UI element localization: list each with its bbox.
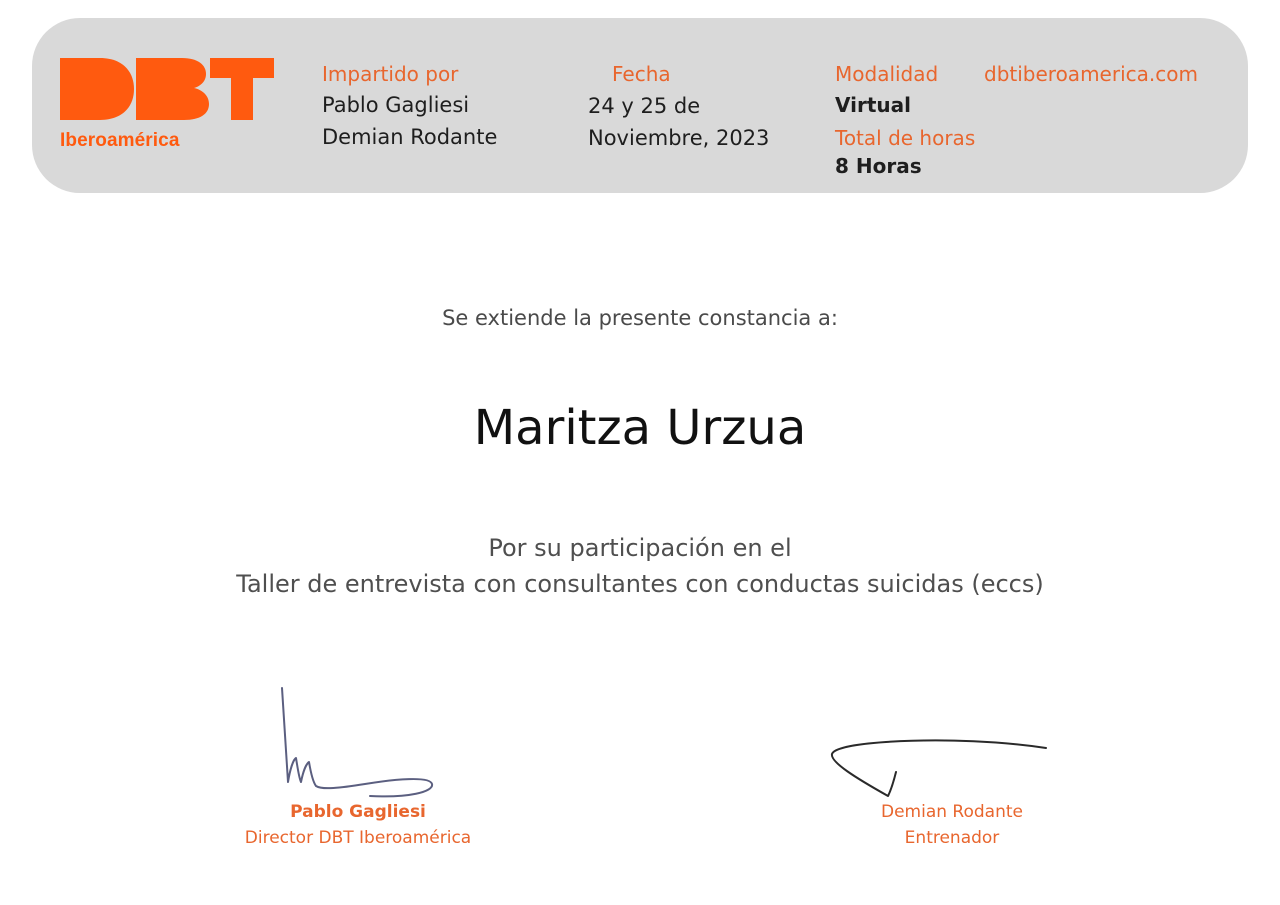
signer-1-role: Director DBT Iberoamérica	[244, 828, 472, 848]
website-link[interactable]: dbtiberoamerica.com	[984, 62, 1198, 86]
hours-value: 8 Horas	[835, 154, 922, 178]
signer-2-name: Demian Rodante	[881, 802, 1023, 822]
modality-label: Modalidad	[835, 62, 939, 86]
signature-demian-rodante	[826, 730, 1056, 810]
logo-subtitle: Iberoamérica	[60, 130, 180, 151]
dbt-logo-mark	[60, 58, 275, 120]
signature-block-1	[208, 799, 508, 851]
signature-pablo-gagliesi	[270, 680, 445, 805]
date-line-1: 24 y 25 de	[588, 94, 701, 118]
signer-1-name: Pablo Gagliesi	[290, 802, 426, 822]
date-label: Fecha	[612, 62, 671, 86]
course-title: Taller de entrevista con consultantes con conductas suicidas (eccs)	[236, 570, 1044, 598]
hours-label: Total de horas	[835, 126, 976, 150]
modality-value: Virtual	[835, 93, 911, 117]
participation-text	[0, 530, 1280, 602]
date-line-2: Noviembre, 2023	[588, 126, 770, 150]
signature-block-2	[802, 799, 1102, 851]
signer-2-role: Entrenador	[904, 828, 1000, 848]
certificate-intro: Se extiende la presente constancia a:	[442, 306, 838, 330]
instructor-1: Pablo Gagliesi	[322, 93, 470, 117]
instructor-2: Demian Rodante	[322, 125, 498, 149]
participation-line-1: Por su participación en el	[488, 534, 792, 562]
recipient-name: Maritza Urzua	[473, 400, 807, 456]
instructors-label: Impartido por	[322, 62, 459, 86]
